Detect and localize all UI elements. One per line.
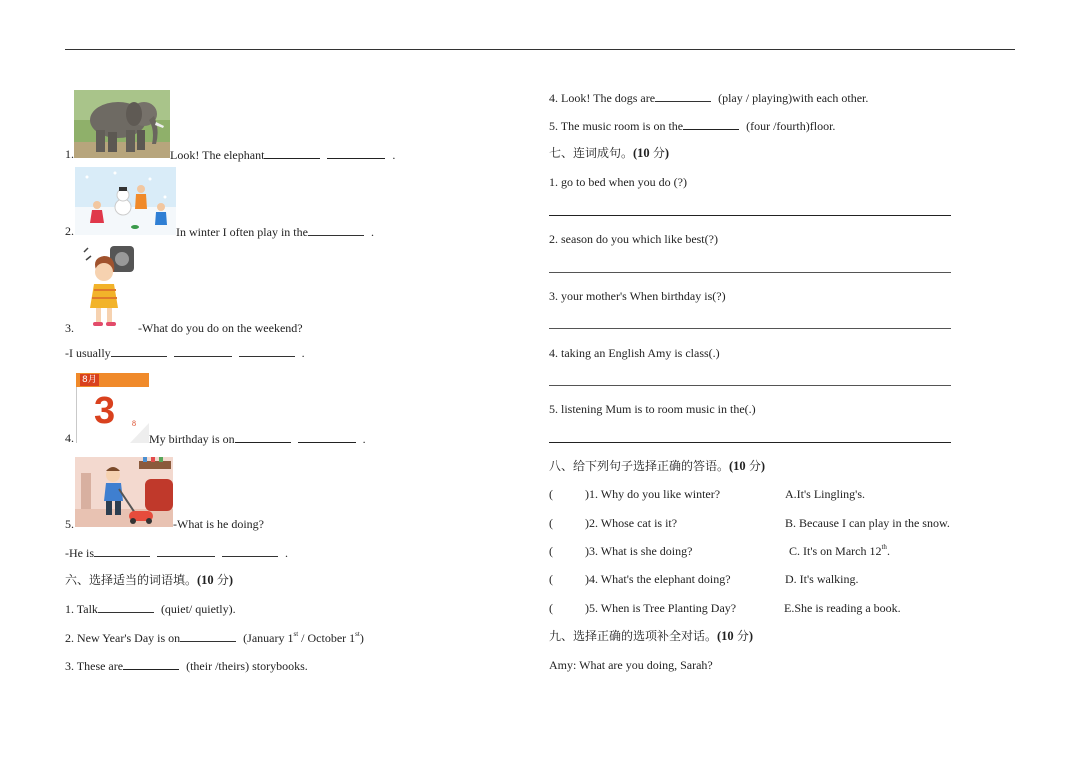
s8-paren-5[interactable]: ( — [549, 601, 553, 615]
section-7-title: 七、连词成句。(10 分) — [549, 146, 669, 160]
q5-number: 5. — [65, 517, 74, 531]
s7-item-1: 1. go to bed when you do (?) — [549, 175, 687, 189]
section-6-item-2: 2. New Year's Day is on (January 1st / October 1st) — [65, 630, 364, 645]
section-6-item-3: 3. These are (their /theirs) storybooks. — [65, 659, 308, 673]
calendar-corner-number: 8 — [132, 419, 136, 428]
s6-i2-blank[interactable] — [180, 630, 236, 642]
section-6-item-4: 4. Look! The dogs are (play / playing)with each other. — [549, 91, 869, 105]
elephant-picture — [74, 90, 170, 158]
snow-play-picture — [75, 167, 176, 235]
q3-question: -What do you do on the weekend? — [138, 321, 303, 335]
s8-paren-4[interactable]: ( — [549, 572, 553, 586]
q3-number: 3. — [65, 321, 74, 335]
header-rule — [65, 49, 1015, 50]
q4-blank-2[interactable] — [298, 431, 356, 443]
s8-question-3: )3. What is she doing? — [585, 544, 693, 558]
s7-item-4: 4. taking an English Amy is class(.) — [549, 346, 720, 360]
q3-blank-1[interactable] — [111, 345, 167, 357]
section-6-item-1: 1. Talk (quiet/ quietly). — [65, 602, 236, 616]
s7-item-2: 2. season do you which like best(?) — [549, 232, 718, 246]
s7-answer-line-3[interactable] — [549, 328, 951, 329]
s7-answer-line-4[interactable] — [549, 385, 951, 386]
q2-text: In winter I often play in the — [176, 225, 308, 239]
q1-end: . — [392, 148, 396, 162]
q5-answer-prefix: -He is — [65, 546, 94, 560]
s6-i3-blank[interactable] — [123, 658, 179, 670]
q5-question: -What is he doing? — [173, 517, 264, 531]
s8-answer-c: C. It's on March 12th. — [789, 543, 890, 558]
s8-question-4: )4. What's the elephant doing? — [585, 572, 731, 586]
q5-answer-line — [65, 545, 288, 560]
vacuum-boy-picture — [75, 457, 173, 527]
s6-i4-blank[interactable] — [655, 90, 711, 102]
s8-answer-e: E.She is reading a book. — [784, 601, 901, 615]
s8-paren-1[interactable]: ( — [549, 487, 553, 501]
s8-question-5: )5. When is Tree Planting Day? — [585, 601, 737, 615]
calendar-picture — [76, 373, 149, 443]
s7-answer-line-1[interactable] — [549, 215, 951, 216]
q3-answer-line — [65, 345, 305, 360]
music-girl-picture — [76, 242, 138, 330]
q2-blank[interactable] — [308, 224, 364, 236]
q1-number: 1. — [65, 147, 74, 161]
s8-paren-3[interactable]: ( — [549, 544, 553, 558]
section-9-title: 九、选择正确的选项补全对话。(10 分) — [549, 629, 753, 643]
s8-answer-b: B. Because I can play in the snow. — [785, 516, 950, 530]
q4-end: . — [362, 432, 366, 446]
s8-answer-a: A.It's Lingling's. — [785, 487, 865, 501]
section-6-title: 六、选择适当的词语填。(10 分) — [65, 573, 233, 587]
section-6-item-5: 5. The music room is on the (four /fourth)floor. — [549, 119, 836, 133]
s6-i1-blank[interactable] — [98, 601, 154, 613]
q1-blank-2[interactable] — [327, 147, 385, 159]
q4-blank-1[interactable] — [235, 431, 291, 443]
q5-blank-1[interactable] — [94, 545, 150, 557]
q3-blank-2[interactable] — [174, 345, 232, 357]
q1-blank-1[interactable] — [264, 147, 320, 159]
s8-answer-d: D. It's walking. — [785, 572, 859, 586]
s7-item-3: 3. your mother's When birthday is(?) — [549, 289, 726, 303]
q1-sentence — [170, 147, 395, 162]
q5-blank-3[interactable] — [222, 545, 278, 557]
q2-number: 2. — [65, 224, 74, 238]
s8-paren-2[interactable]: ( — [549, 516, 553, 530]
s7-item-5: 5. listening Mum is to room music in the(.) — [549, 402, 756, 416]
s8-question-2: )2. Whose cat is it? — [585, 516, 678, 530]
q4-number: 4. — [65, 431, 74, 445]
q3-answer-prefix: -I usually — [65, 346, 111, 360]
q2-sentence — [176, 224, 374, 239]
q2-end: . — [370, 225, 374, 239]
s7-answer-line-2[interactable] — [549, 272, 951, 273]
q4-sentence — [149, 431, 366, 446]
s9-dialogue-line-1: Amy: What are you doing, Sarah? — [549, 658, 713, 672]
q5-blank-2[interactable] — [157, 545, 215, 557]
section-8-title: 八、给下列句子选择正确的答语。(10 分) — [549, 459, 765, 473]
s8-question-1: )1. Why do you like winter? — [585, 487, 721, 501]
q5-end: . — [285, 546, 288, 560]
s6-i5-blank[interactable] — [683, 118, 739, 130]
s7-answer-line-5[interactable] — [549, 442, 951, 443]
q4-text: My birthday is on — [149, 432, 235, 446]
q1-text: Look! The elephant — [170, 148, 265, 162]
calendar-month-label: 8月 — [82, 375, 97, 385]
q3-blank-3[interactable] — [239, 345, 295, 357]
q3-end: . — [301, 346, 305, 360]
calendar-day: 3 — [94, 390, 116, 432]
